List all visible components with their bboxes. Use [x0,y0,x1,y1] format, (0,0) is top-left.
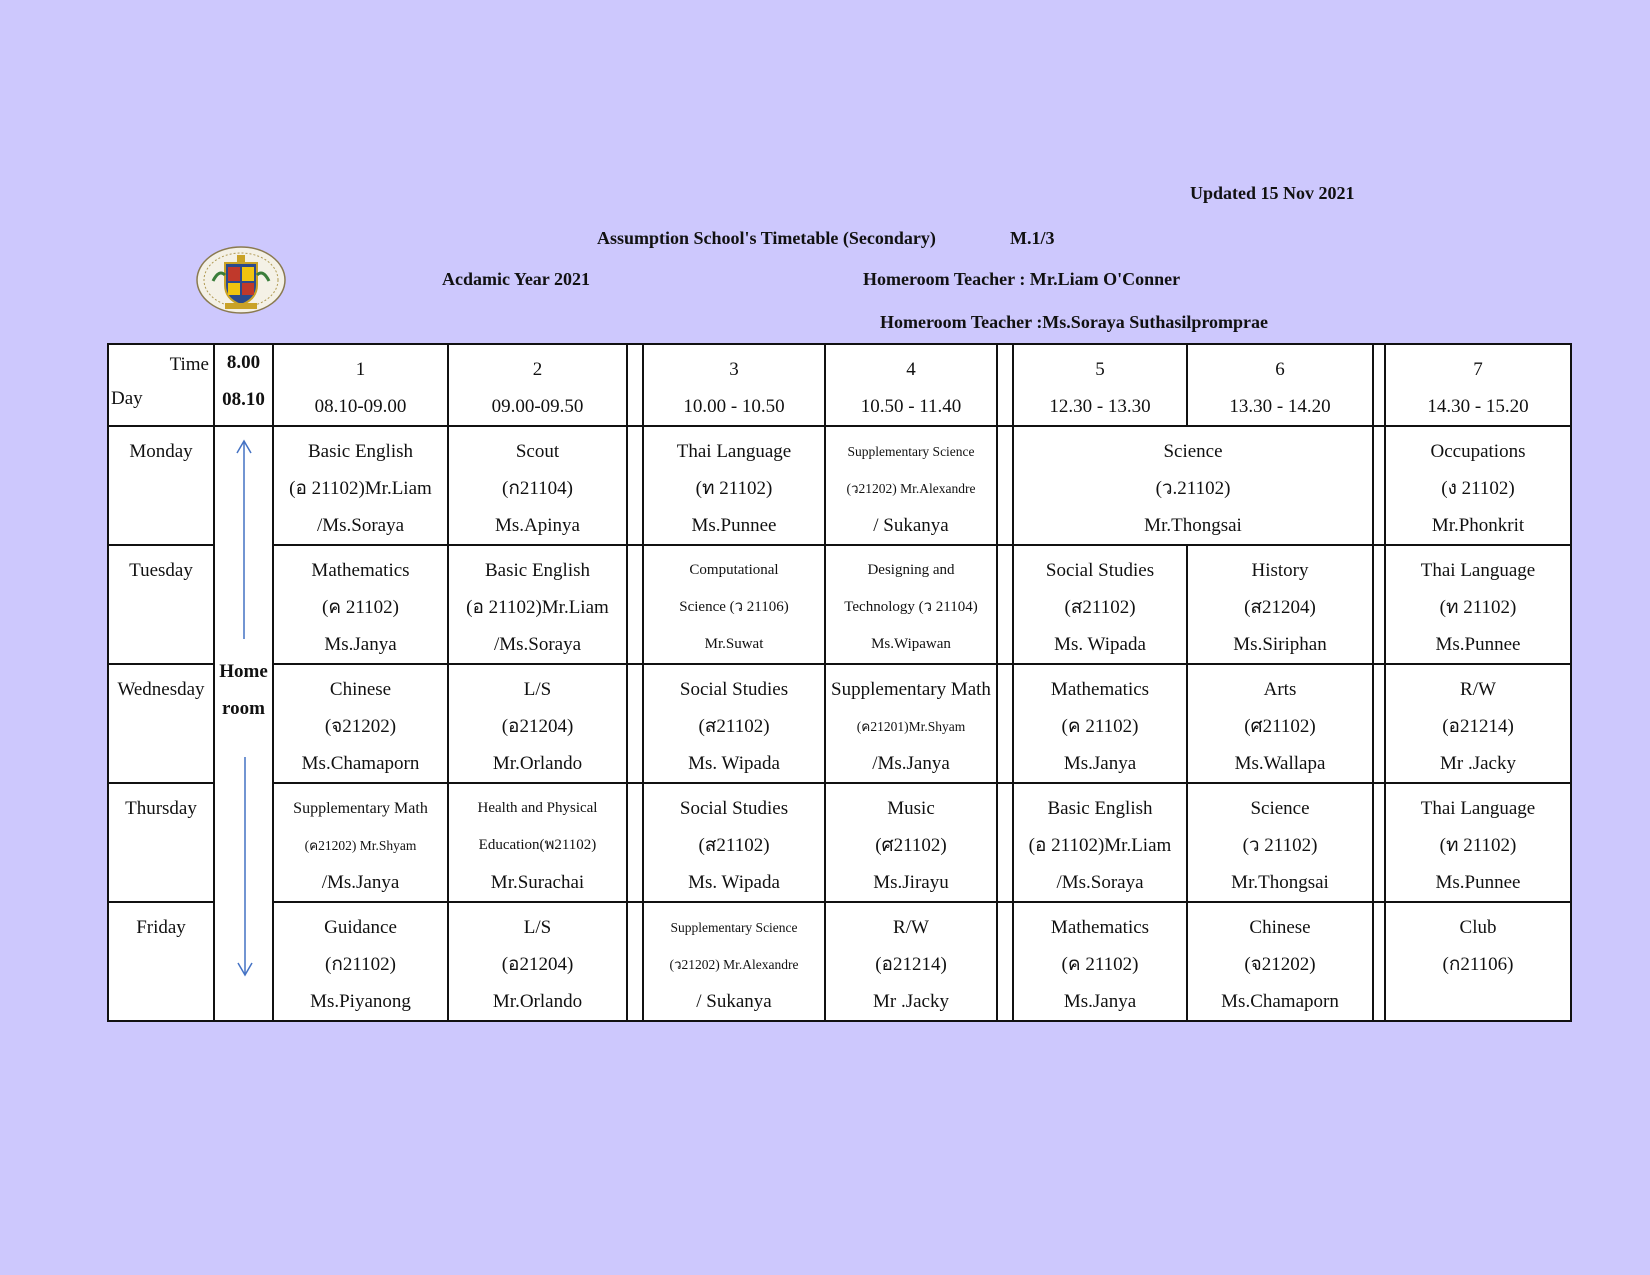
updated-date: Updated 15 Nov 2021 [1190,183,1355,203]
row-tuesday [108,545,1571,664]
header-row [108,344,1571,426]
homeroom-teacher-2: Homeroom Teacher :Ms.Soraya Suthasilpromprae [880,312,1268,332]
period-header-2: 2 09.00-09.50 [448,344,627,426]
day-label: Day [111,388,143,409]
class-cell: Social Studies (ส21102) Ms. Wipada [643,664,825,783]
class-cell: Science (ว.21102) Mr.Thongsai [1013,426,1373,545]
break-gap [627,426,643,545]
lunch-gap [997,545,1013,664]
class-cell: Chinese (จ21202) Ms.Chamaporn [1187,902,1373,1021]
class-cell: Guidance (ก21102) Ms.Piyanong [273,902,448,1021]
homeroom-column [214,426,273,1021]
class-cell: L/S (อ21204) Mr.Orlando [448,664,627,783]
lunch-gap [997,902,1013,1021]
timetable-title: Assumption School's Timetable (Secondary) [597,228,936,248]
class-cell: Scout (ก21104) Ms.Apinya [448,426,627,545]
class-cell: Occupations (ง 21102) Mr.Phonkrit [1385,426,1571,545]
class-cell: Supplementary Science (ว21202) Mr.Alexandre / Sukanya [643,902,825,1021]
class-cell: Mathematics (ค 21102) Ms.Janya [273,545,448,664]
break-gap [627,783,643,902]
break-gap [1373,426,1385,545]
class-cell: Social Studies (ส21102) Ms. Wipada [1013,545,1187,664]
class-cell: Supplementary Math (ค21201)Mr.Shyam /Ms.Janya [825,664,997,783]
class-cell: Thai Language (ท 21102) Ms.Punnee [1385,783,1571,902]
class-cell: R/W (อ21214) Mr .Jacky [825,902,997,1021]
day-monday: Monday [108,426,214,545]
period-header-7: 7 14.30 - 15.20 [1385,344,1571,426]
class-cell: Chinese (จ21202) Ms.Chamaporn [273,664,448,783]
row-wednesday [108,664,1571,783]
academic-year: Acdamic Year 2021 [442,269,590,289]
class-cell: Basic English (อ 21102)Mr.Liam /Ms.Soraya [273,426,448,545]
class-cell: Basic English (อ 21102)Mr.Liam /Ms.Soraya [448,545,627,664]
break-gap [1373,664,1385,783]
class-label: M.1/3 [1010,228,1055,248]
row-thursday [108,783,1571,902]
homeroom-teacher-1: Homeroom Teacher : Mr.Liam O'Conner [863,269,1181,289]
break-gap [627,902,643,1021]
row-monday [108,426,1571,545]
break-gap [627,664,643,783]
break-gap [1373,545,1385,664]
class-cell: Thai Language (ท 21102) Ms.Punnee [643,426,825,545]
day-thursday: Thursday [108,783,214,902]
lunch-gap [997,783,1013,902]
break-gap [627,344,643,426]
class-cell: R/W (อ21214) Mr .Jacky [1385,664,1571,783]
homeroom-label: Home room [219,661,268,719]
day-friday: Friday [108,902,214,1021]
class-cell: Music (ศ21102) Ms.Jirayu [825,783,997,902]
class-cell: L/S (อ21204) Mr.Orlando [448,902,627,1021]
class-cell: Social Studies (ส21102) Ms. Wipada [643,783,825,902]
class-cell: Basic English (อ 21102)Mr.Liam /Ms.Soraya [1013,783,1187,902]
early-period-cell [214,344,273,426]
class-cell: Health and Physical Education(พ21102) Mr.Surachai [448,783,627,902]
class-cell: History (ส21204) Ms.Siriphan [1187,545,1373,664]
lunch-gap [997,426,1013,545]
lunch-gap [997,664,1013,783]
break-gap [1373,344,1385,426]
early-start: 8.00 [226,352,261,373]
class-cell: Mathematics (ค 21102) Ms.Janya [1013,664,1187,783]
class-cell: Designing and Technology (ว 21104) Ms.Wipawan [825,545,997,664]
period-header-4: 4 10.50 - 11.40 [825,344,997,426]
period-header-6: 6 13.30 - 14.20 [1187,344,1373,426]
day-wednesday: Wednesday [108,664,214,783]
break-gap [1373,783,1385,902]
early-end: 08.10 [222,389,265,410]
timetable [107,343,1572,1022]
day-tuesday: Tuesday [108,545,214,664]
class-cell: Science (ว 21102) Mr.Thongsai [1187,783,1373,902]
lunch-gap [997,344,1013,426]
break-gap [1373,902,1385,1021]
period-header-1: 1 08.10-09.00 [273,344,448,426]
period-header-3: 3 10.00 - 10.50 [643,344,825,426]
break-gap [627,545,643,664]
time-label: Time [169,354,209,375]
class-cell: Supplementary Science (ว21202) Mr.Alexandre / Sukanya [825,426,997,545]
class-cell: Supplementary Math (ค21202) Mr.Shyam /Ms.Janya [273,783,448,902]
corner-cell [108,344,214,426]
class-cell: Thai Language (ท 21102) Ms.Punnee [1385,545,1571,664]
period-header-5: 5 12.30 - 13.30 [1013,344,1187,426]
row-friday [108,902,1571,1021]
class-cell: Club (ก21106) [1385,902,1571,1021]
class-cell: Computational Science (ว 21106) Mr.Suwat [643,545,825,664]
class-cell: Mathematics (ค 21102) Ms.Janya [1013,902,1187,1021]
school-logo-icon [195,245,287,315]
class-cell: Arts (ศ21102) Ms.Wallapa [1187,664,1373,783]
